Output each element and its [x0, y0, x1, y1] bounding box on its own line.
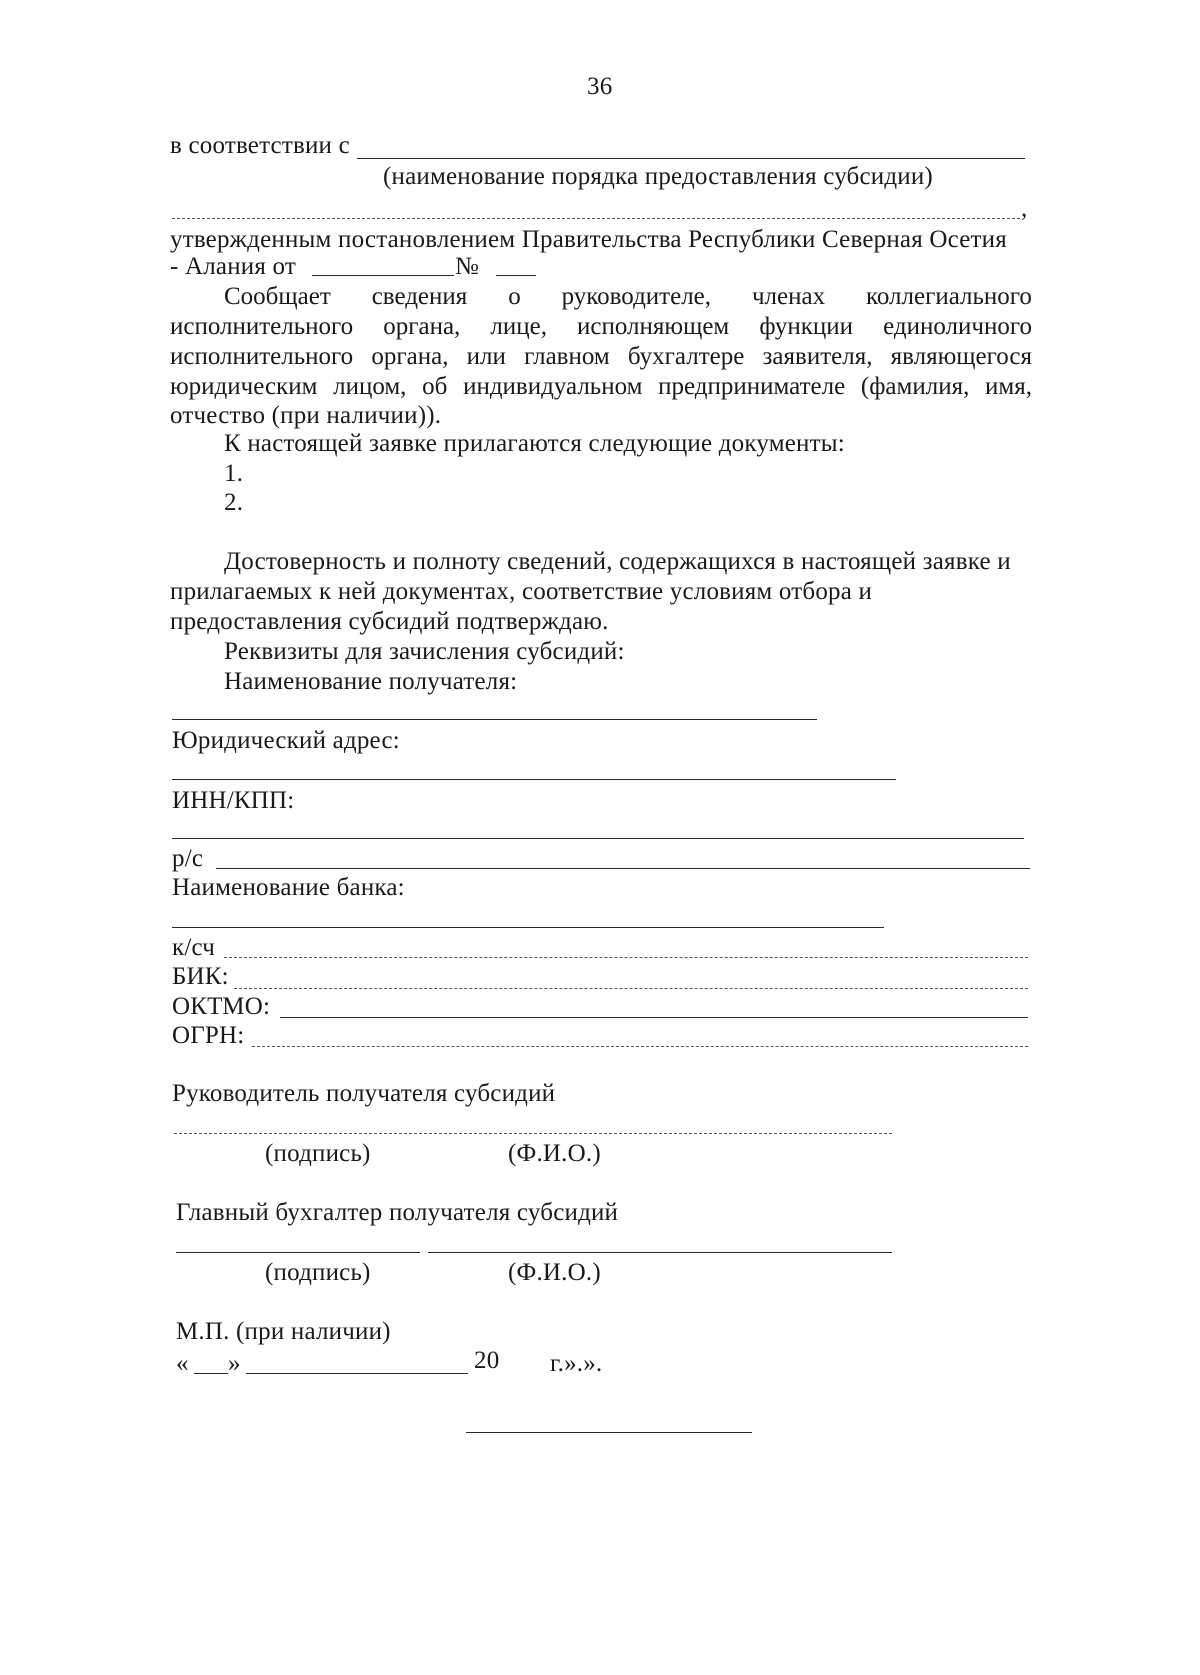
corr-account-label: к/сч — [172, 934, 216, 961]
section-end-divider — [466, 1432, 752, 1433]
bik-field[interactable] — [234, 988, 1028, 989]
alania-prefix: - Алания от — [170, 253, 297, 280]
info-paragraph-line-4: юридическим лицом, об индивидуальном предпринимателе (фамилия, имя, — [170, 373, 1032, 400]
bank-name-label: Наименование банка: — [172, 874, 405, 901]
info-word: исполняющем — [577, 313, 730, 340]
oktmo-label: ОКТМО: — [172, 993, 271, 1020]
requisites-title: Реквизиты для зачисления субсидий: — [224, 638, 625, 665]
confirmation-line-1: Достоверность и полноту сведений, содержащихся в настоящей заявке и — [224, 548, 1011, 575]
info-word: Сообщает — [224, 283, 331, 310]
accountant-signature-field[interactable] — [176, 1252, 420, 1253]
procedure-name-caption: (наименование порядка предоставления субсидии) — [383, 163, 933, 190]
info-word: руководителе, — [561, 283, 712, 310]
info-word: органа, — [383, 313, 461, 340]
resolution-date-field[interactable] — [312, 275, 454, 276]
head-title: Руководитель получателя субсидий — [172, 1080, 556, 1107]
date-month-field[interactable] — [246, 1373, 468, 1374]
attachment-item-1: 1. — [224, 460, 244, 487]
info-paragraph-line-5: отчество (при наличии)). — [170, 402, 442, 429]
info-word: единоличного — [883, 313, 1032, 340]
info-word: лице, — [490, 313, 547, 340]
head-signature-field[interactable] — [174, 1133, 892, 1134]
info-paragraph-line-2 — [170, 311, 1032, 342]
legal-address-field[interactable] — [172, 779, 896, 780]
accountant-signature-caption: (подпись) — [265, 1259, 371, 1286]
account-field[interactable] — [216, 868, 1030, 869]
comma-mark: , — [1021, 195, 1028, 222]
oktmo-field[interactable] — [280, 1017, 1028, 1018]
ogrn-field[interactable] — [252, 1046, 1028, 1047]
recipient-name-label: Наименование получателя: — [224, 668, 518, 695]
attachment-item-2: 2. — [224, 489, 244, 516]
date-open-quote: « — [176, 1350, 189, 1377]
number-sign: № — [455, 253, 480, 280]
info-word: функции — [759, 313, 854, 340]
date-close-quote: » — [228, 1350, 241, 1377]
recipient-name-field[interactable] — [172, 719, 817, 720]
stamp-label: М.П. (при наличии) — [176, 1318, 391, 1345]
accountant-title: Главный бухгалтер получателя субсидий — [176, 1199, 619, 1226]
bank-name-field[interactable] — [172, 927, 884, 928]
account-label: р/с — [172, 845, 204, 872]
info-word: коллегиального — [866, 283, 1032, 310]
info-word: о — [508, 283, 521, 310]
in-accordance-label: в соответствии с — [170, 132, 350, 159]
corr-account-field[interactable] — [224, 957, 1028, 958]
page-number: 36 — [587, 73, 613, 100]
attachments-intro: К настоящей заявке прилагаются следующие документы: — [224, 430, 845, 457]
info-paragraph-line-1 — [224, 281, 1032, 312]
head-fio-caption: (Ф.И.О.) — [508, 1140, 601, 1167]
inn-kpp-field[interactable] — [172, 838, 1024, 839]
info-paragraph-line-3: исполнительного органа, или главном бухгалтере заявителя, являющегося — [170, 343, 1032, 370]
procedure-name-field[interactable] — [357, 158, 1025, 159]
confirmation-line-3: предоставления субсидий подтверждаю. — [170, 608, 609, 635]
info-word: сведения — [371, 283, 468, 310]
procedure-name-continuation-field[interactable] — [172, 218, 1020, 219]
date-year-prefix: 20 — [474, 1347, 500, 1374]
head-signature-caption: (подпись) — [265, 1140, 371, 1167]
resolution-number-field[interactable] — [496, 275, 536, 276]
inn-kpp-label: ИНН/КПП: — [172, 787, 295, 814]
accountant-fio-field[interactable] — [428, 1252, 892, 1253]
date-day-field[interactable] — [194, 1373, 228, 1374]
ogrn-label: ОГРН: — [172, 1022, 245, 1049]
legal-address-label: Юридический адрес: — [172, 727, 400, 754]
approved-line: утвержденным постановлением Правительства Республики Северная Осетия — [170, 226, 1007, 253]
accountant-fio-caption: (Ф.И.О.) — [508, 1259, 601, 1286]
bik-label: БИК: — [172, 963, 229, 990]
confirmation-line-2: прилагаемых к ней документах, соответствие условиям отбора и — [170, 578, 873, 605]
info-word: членах — [751, 283, 826, 310]
date-year-suffix: г.».». — [550, 1350, 603, 1377]
info-word: исполнительного — [170, 313, 354, 340]
